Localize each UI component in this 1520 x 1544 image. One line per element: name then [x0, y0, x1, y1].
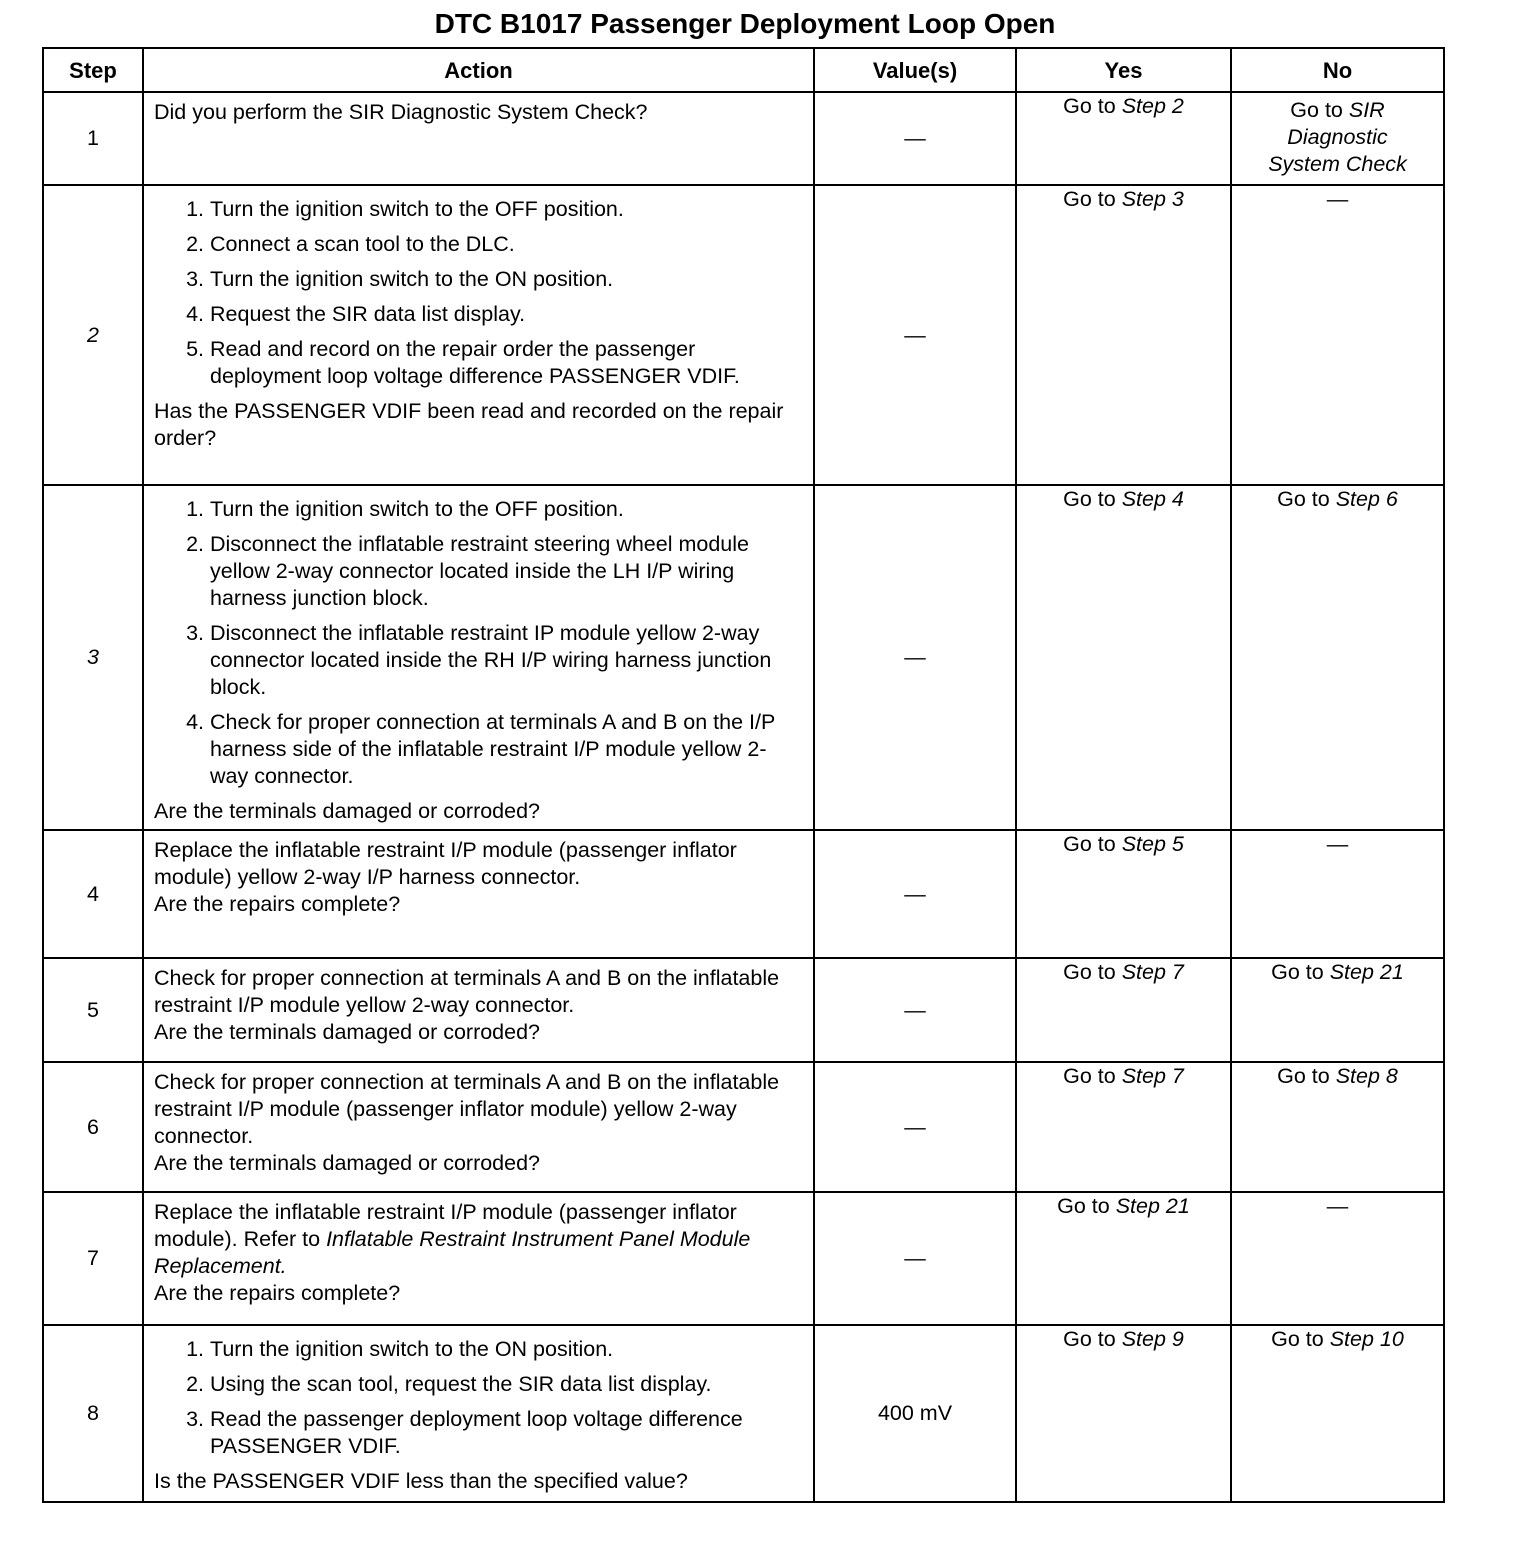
no-prefix: Go to: [1271, 960, 1330, 984]
action-intro: Replace the inflatable restraint I/P module (passenger inflator module). Refer to: [154, 1200, 737, 1251]
yes-cell: [1016, 92, 1231, 185]
no-cell: [1231, 1192, 1444, 1325]
yes-text: [1063, 959, 1184, 986]
yes-prefix: Go to: [1063, 832, 1122, 856]
yes-text: [1063, 93, 1184, 120]
yes-step-reference: Step 5: [1121, 832, 1184, 856]
yes-text: [1063, 1063, 1184, 1090]
yes-link[interactable]: [1017, 959, 1230, 990]
action-content: [144, 486, 813, 829]
no-cell: [1231, 485, 1444, 830]
action-cell: [143, 830, 814, 958]
action-step-item: 2. Connect a scan tool to the DLC.: [210, 231, 803, 258]
value-cell: —: [814, 92, 1016, 185]
yes-text: [1063, 486, 1184, 513]
action-cell: [143, 185, 814, 485]
no-prefix: —: [1326, 1194, 1349, 1218]
no-prefix: Go to: [1277, 487, 1336, 511]
table-row: [43, 1192, 1444, 1325]
yes-cell: [1016, 485, 1231, 830]
action-question: Is the PASSENGER VDIF less than the specified value?: [154, 1469, 688, 1493]
yes-link[interactable]: [1017, 186, 1230, 217]
yes-step-reference: Step 3: [1121, 187, 1184, 211]
action-reference: Inflatable Restraint Instrument Panel Module Replacement.: [154, 1227, 751, 1278]
action-step-item: 2. Disconnect the inflatable restraint steering wheel module yellow 2-way connector located inside the LH I/P wiring harness junction block.: [210, 531, 803, 612]
no-link[interactable]: [1232, 1326, 1443, 1357]
no-link[interactable]: [1232, 959, 1443, 990]
no-step-reference: Step 21: [1329, 960, 1404, 984]
yes-step-reference: Step 7: [1121, 1064, 1184, 1088]
action-content: [144, 186, 813, 456]
action-step-item: 3. Turn the ignition switch to the ON position.: [210, 266, 803, 293]
action-question: Has the PASSENGER VDIF been read and recorded on the repair order?: [154, 399, 784, 450]
table-row: [43, 185, 1444, 485]
no-text: [1327, 831, 1349, 858]
action-question: Are the terminals damaged or corroded?: [154, 799, 541, 823]
no-link: [1232, 186, 1443, 217]
action-cell: [143, 1062, 814, 1192]
action-body: [154, 1069, 803, 1150]
action-cell: [143, 1192, 814, 1325]
action-body: [154, 192, 803, 398]
no-prefix: —: [1326, 187, 1349, 211]
value-cell: —: [814, 1062, 1016, 1192]
action-body: [154, 837, 803, 891]
action-step-item: 1. Turn the ignition switch to the OFF position.: [210, 196, 803, 223]
step-number: 3: [43, 485, 143, 830]
header-yes: Yes: [1016, 48, 1231, 92]
yes-cell: [1016, 830, 1231, 958]
yes-cell: [1016, 958, 1231, 1062]
action-intro: Replace the inflatable restraint I/P module (passenger inflator module) yellow 2-way I/P harness connector.: [154, 838, 737, 889]
action-step-item: 3. Read the passenger deployment loop voltage difference PASSENGER VDIF.: [210, 1406, 803, 1460]
no-step-reference: SIR Diagnostic System Check: [1268, 98, 1407, 176]
yes-cell: [1016, 1062, 1231, 1192]
table-row: [43, 92, 1444, 185]
no-link[interactable]: [1232, 486, 1443, 517]
action-content: [144, 1326, 813, 1499]
step-number: 4: [43, 830, 143, 958]
no-link: [1232, 831, 1443, 862]
table-row: [43, 830, 1444, 958]
yes-link[interactable]: [1017, 93, 1230, 124]
action-text: [154, 1199, 803, 1280]
action-cell: [143, 485, 814, 830]
yes-prefix: Go to: [1063, 1327, 1122, 1351]
yes-step-reference: Step 21: [1115, 1194, 1190, 1218]
step-number: 7: [43, 1192, 143, 1325]
yes-prefix: Go to: [1063, 960, 1122, 984]
action-body: [154, 492, 803, 798]
action-body: [154, 1332, 803, 1468]
yes-link[interactable]: [1017, 831, 1230, 862]
action-step-item: 2. Using the scan tool, request the SIR data list display.: [210, 1371, 803, 1398]
yes-prefix: Go to: [1063, 94, 1122, 118]
table-header-row: [43, 48, 1444, 92]
yes-text: [1057, 1193, 1190, 1220]
yes-cell: [1016, 1325, 1231, 1502]
no-prefix: —: [1326, 832, 1349, 856]
yes-step-reference: Step 4: [1121, 487, 1184, 511]
no-cell: [1231, 185, 1444, 485]
no-text: [1271, 959, 1404, 986]
action-text: [154, 837, 803, 891]
action-step-item: 5. Read and record on the repair order the passenger deployment loop voltage difference PASSENGER VDIF.: [210, 336, 803, 390]
no-link[interactable]: [1232, 93, 1443, 182]
no-text: [1277, 1063, 1398, 1090]
yes-prefix: Go to: [1063, 1064, 1122, 1088]
header-action: Action: [143, 48, 814, 92]
no-cell: [1231, 1062, 1444, 1192]
action-question: Are the terminals damaged or corroded?: [154, 1020, 541, 1044]
yes-text: [1063, 1326, 1184, 1353]
action-step-item: 4. Check for proper connection at terminals A and B on the I/P harness side of the inflatable restraint I/P module yellow 2-way connector.: [210, 709, 803, 790]
yes-step-reference: Step 7: [1121, 960, 1184, 984]
no-prefix: Go to: [1271, 1327, 1330, 1351]
value-cell: —: [814, 958, 1016, 1062]
no-link[interactable]: [1232, 1063, 1443, 1094]
no-link: [1232, 1193, 1443, 1224]
action-text: [154, 99, 803, 126]
action-question: Are the repairs complete?: [154, 1281, 401, 1305]
yes-cell: [1016, 1192, 1231, 1325]
action-intro: Did you perform the SIR Diagnostic System Check?: [154, 100, 648, 124]
action-steps: [154, 196, 803, 390]
action-content: [144, 1193, 813, 1311]
value-cell: —: [814, 830, 1016, 958]
value-cell: —: [814, 485, 1016, 830]
no-cell: [1231, 1325, 1444, 1502]
step-number: 2: [43, 185, 143, 485]
step-number: 6: [43, 1062, 143, 1192]
table-row: [43, 1062, 1444, 1192]
yes-link[interactable]: [1017, 1063, 1230, 1094]
no-cell: [1231, 830, 1444, 958]
value-cell: —: [814, 185, 1016, 485]
action-content: [144, 831, 813, 922]
header-step: Step: [43, 48, 143, 92]
action-step-item: 4. Request the SIR data list display.: [210, 301, 803, 328]
value-cell: —: [814, 1192, 1016, 1325]
no-step-reference: Step 6: [1335, 487, 1398, 511]
yes-prefix: Go to: [1057, 1194, 1116, 1218]
yes-prefix: Go to: [1063, 487, 1122, 511]
action-steps: [154, 1336, 803, 1460]
action-content: [144, 959, 813, 1050]
yes-prefix: Go to: [1063, 187, 1122, 211]
no-prefix: Go to: [1277, 1064, 1336, 1088]
yes-cell: [1016, 185, 1231, 485]
yes-link[interactable]: [1017, 1326, 1230, 1357]
action-question: Are the terminals damaged or corroded?: [154, 1151, 541, 1175]
value-cell: 400 mV: [814, 1325, 1016, 1502]
action-steps: [154, 496, 803, 790]
no-cell: [1231, 958, 1444, 1062]
yes-step-reference: Step 9: [1121, 1327, 1184, 1351]
action-text: [154, 965, 803, 1019]
header-values: Value(s): [814, 48, 1016, 92]
table-row: [43, 958, 1444, 1062]
step-number: 5: [43, 958, 143, 1062]
action-intro: Check for proper connection at terminals A and B on the inflatable restraint I/P module yellow 2-way connector.: [154, 966, 780, 1017]
action-cell: [143, 92, 814, 185]
yes-link[interactable]: [1017, 1193, 1230, 1224]
no-prefix: Go to: [1290, 98, 1349, 122]
yes-link[interactable]: [1017, 486, 1230, 517]
yes-step-reference: Step 2: [1121, 94, 1184, 118]
action-question: Are the repairs complete?: [154, 892, 401, 916]
no-step-reference: Step 10: [1329, 1327, 1404, 1351]
no-text: [1271, 1326, 1404, 1353]
action-content: [144, 1063, 813, 1181]
diagnostic-table: [42, 47, 1445, 1503]
yes-text: [1063, 831, 1184, 858]
no-text: [1327, 1193, 1349, 1220]
action-text: [154, 1069, 803, 1150]
action-cell: [143, 1325, 814, 1502]
table-row: [43, 1325, 1444, 1502]
action-step-item: 1. Turn the ignition switch to the ON position.: [210, 1336, 803, 1363]
action-body: [154, 99, 803, 126]
action-content: [144, 93, 813, 130]
yes-text: [1063, 186, 1184, 213]
page-title: DTC B1017 Passenger Deployment Loop Open: [434, 8, 1056, 39]
table-row: [43, 485, 1444, 830]
step-number: 8: [43, 1325, 143, 1502]
action-cell: [143, 958, 814, 1062]
action-body: [154, 965, 803, 1019]
header-no: No: [1231, 48, 1444, 92]
action-step-item: 3. Disconnect the inflatable restraint IP module yellow 2-way connector located inside the RH I/P wiring harness junction block.: [210, 620, 803, 701]
no-text: [1277, 486, 1398, 513]
no-cell: [1231, 92, 1444, 185]
step-number: 1: [43, 92, 143, 185]
action-body: [154, 1199, 803, 1280]
no-text: [1327, 186, 1349, 213]
no-text: [1258, 97, 1418, 178]
action-step-item: 1. Turn the ignition switch to the OFF position.: [210, 496, 803, 523]
no-step-reference: Step 8: [1335, 1064, 1398, 1088]
action-intro: Check for proper connection at terminals A and B on the inflatable restraint I/P module (passenger inflator module) yellow 2-way connector.: [154, 1070, 780, 1148]
